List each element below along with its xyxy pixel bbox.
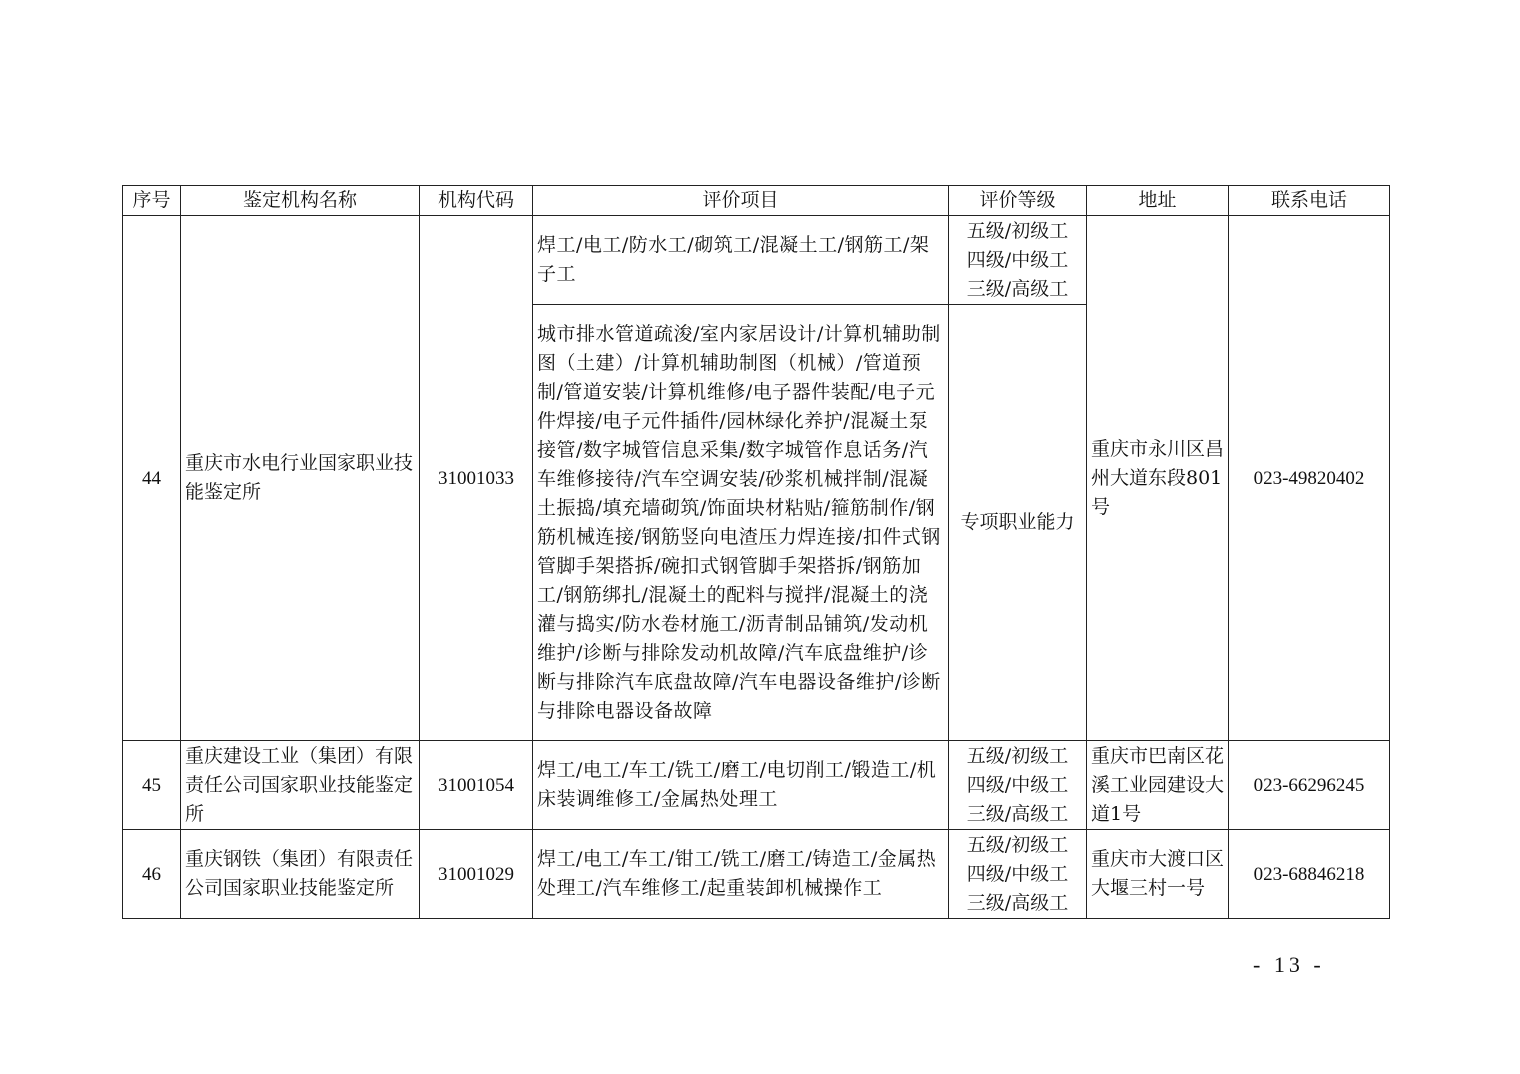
row-phone: 023-66296245 — [1229, 741, 1390, 830]
row-seq: 45 — [123, 741, 181, 830]
row-agency-name: 重庆市水电行业国家职业技能鉴定所 — [181, 216, 420, 741]
row-assessment-items: 焊工/电工/车工/铣工/磨工/电切削工/锻造工/机床装调维修工/金属热处理工 — [533, 741, 949, 830]
grade-level: 四级/中级工 — [966, 862, 1069, 885]
header-code: 机构代码 — [420, 186, 533, 216]
table-row — [123, 741, 1390, 830]
row-agency-name: 重庆钢铁（集团）有限责任公司国家职业技能鉴定所 — [181, 830, 420, 919]
header-name: 鉴定机构名称 — [181, 186, 420, 216]
header-address: 地址 — [1087, 186, 1229, 216]
row-assessment-items: 焊工/电工/防水工/砌筑工/混凝土工/钢筋工/架子工 — [533, 216, 949, 305]
page-number: - 13 - — [1253, 952, 1325, 977]
row-assessment-items: 城市排水管道疏浚/室内家居设计/计算机辅助制图（土建）/计算机辅助制图（机械）/管道预制/管道安装/计算机维修/电子器件装配/电子元件焊接/电子元件插件/园林绿化养护/混凝土泵接管/数字城管信息采集/数字城管作息话务/汽车维修接待/汽车空调安装/砂浆机械拌制/混凝土振捣/填充墙砌筑/饰面块材粘贴/箍筋制作/钢筋机械连接/钢筋竖向电渣压力焊连接/扣件式钢管脚手架搭拆/碗扣式钢管脚手架搭拆/钢筋加工/钢筋绑扎/混凝土的配料与搅拌/混凝土的浇灌与捣实/防水卷材施工/沥青制品铺筑/发动机维护/诊断与排除发动机故障/汽车底盘维护/诊断与排除汽车底盘故障/汽车电器设备维护/诊断与排除电器设备故障 — [533, 305, 949, 741]
grade-level: 五级/初级工 — [966, 833, 1069, 856]
row-grade-level: 专项职业能力 — [949, 305, 1087, 741]
grade-level: 五级/初级工 — [966, 219, 1069, 242]
row-phone: 023-68846218 — [1229, 830, 1390, 919]
grade-level: 四级/中级工 — [966, 248, 1069, 271]
row-phone: 023-49820402 — [1229, 216, 1390, 741]
header-items: 评价项目 — [533, 186, 949, 216]
header-seq: 序号 — [123, 186, 181, 216]
grade-level: 五级/初级工 — [966, 744, 1069, 767]
row-agency-code: 31001033 — [420, 216, 533, 741]
agency-table — [122, 185, 1390, 919]
row-address: 重庆市大渡口区大堰三村一号 — [1087, 830, 1229, 919]
table-row — [123, 216, 1390, 305]
row-grade-levels — [949, 830, 1087, 919]
grade-level: 三级/高级工 — [966, 891, 1069, 914]
row-assessment-items: 焊工/电工/车工/钳工/铣工/磨工/铸造工/金属热处理工/汽车维修工/起重装卸机械操作工 — [533, 830, 949, 919]
row-seq: 46 — [123, 830, 181, 919]
row-grade-levels — [949, 216, 1087, 305]
grade-level: 四级/中级工 — [966, 773, 1069, 796]
header-grade: 评价等级 — [949, 186, 1087, 216]
grade-level: 三级/高级工 — [966, 277, 1069, 300]
table-row — [123, 830, 1390, 919]
grade-level: 三级/高级工 — [966, 802, 1069, 825]
header-phone: 联系电话 — [1229, 186, 1390, 216]
row-address: 重庆市巴南区花溪工业园建设大道1号 — [1087, 741, 1229, 830]
row-seq: 44 — [123, 216, 181, 741]
row-address: 重庆市永川区昌州大道东段801号 — [1087, 216, 1229, 741]
row-agency-name: 重庆建设工业（集团）有限责任公司国家职业技能鉴定所 — [181, 741, 420, 830]
row-agency-code: 31001054 — [420, 741, 533, 830]
row-grade-levels — [949, 741, 1087, 830]
row-agency-code: 31001029 — [420, 830, 533, 919]
header-row — [123, 186, 1390, 216]
